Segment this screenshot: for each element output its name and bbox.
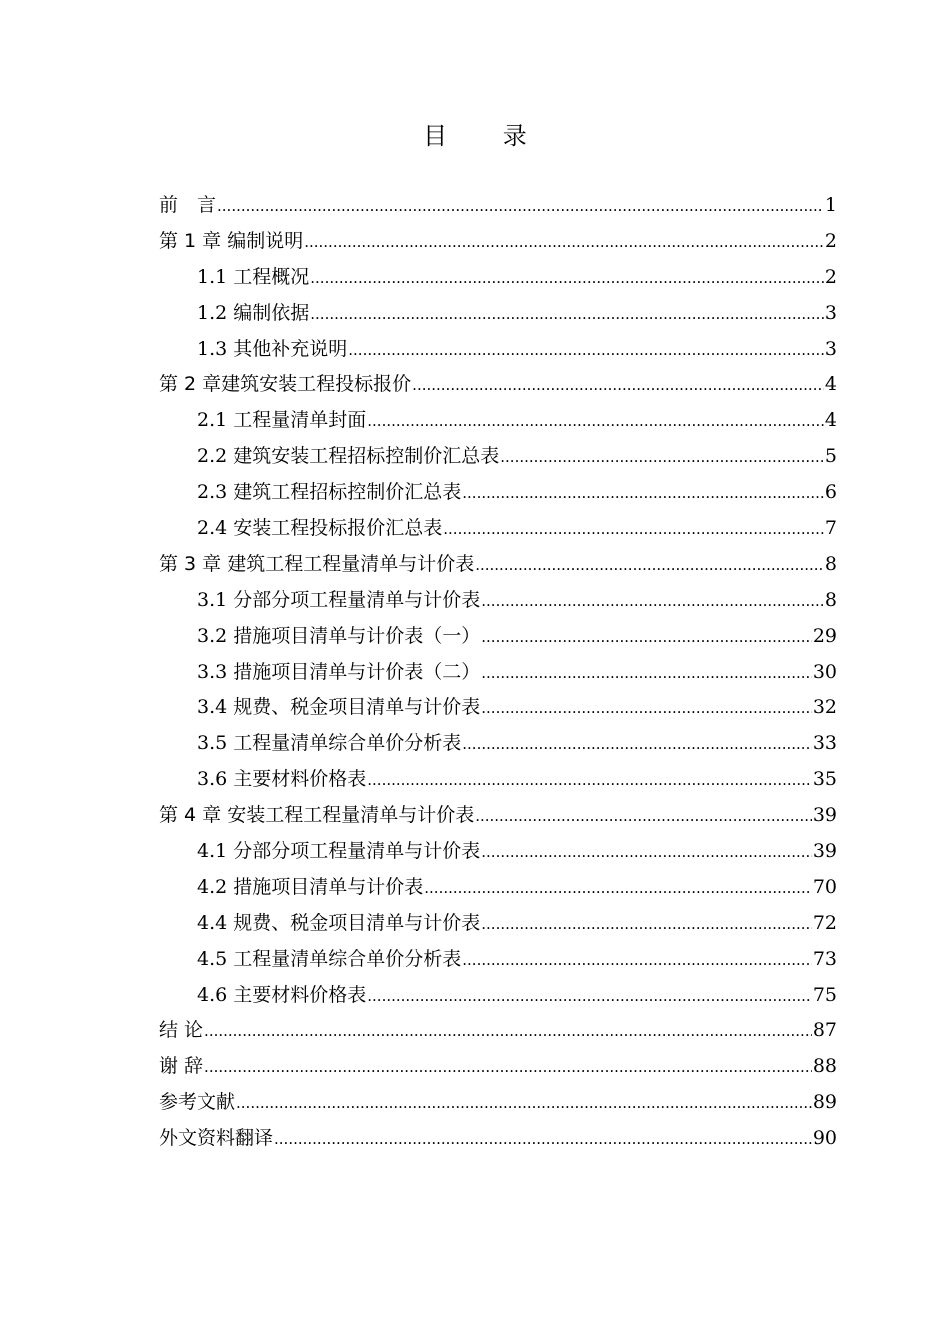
toc-entry[interactable] xyxy=(159,619,837,655)
toc-entry-label: 3.6 主要材料价格表 xyxy=(197,768,367,791)
toc-leader-dots xyxy=(462,475,824,511)
toc-entry[interactable] xyxy=(159,1013,837,1049)
toc-entry-page-number: 72 xyxy=(812,911,837,934)
toc-entry-page-number: 30 xyxy=(812,660,837,683)
toc-entry-page-number: 29 xyxy=(812,624,837,647)
toc-entry[interactable] xyxy=(159,726,837,762)
toc-entry-label: 2.2 建筑安装工程招标控制价汇总表 xyxy=(197,445,500,468)
toc-entry-page-number: 75 xyxy=(812,983,837,1006)
toc-entry-label: 第 3 章 建筑工程工程量清单与计价表 xyxy=(159,552,475,575)
toc-leader-dots xyxy=(348,332,824,368)
toc-entry[interactable] xyxy=(159,978,837,1014)
toc-leader-dots xyxy=(367,403,824,439)
toc-entry-label: 4.4 规费、税金项目清单与计价表 xyxy=(197,911,481,934)
toc-entry-page-number: 3 xyxy=(824,301,837,324)
toc-leader-dots xyxy=(204,1049,812,1085)
toc-entry-page-number: 39 xyxy=(812,840,837,863)
toc-entry-page-number: 89 xyxy=(812,1091,837,1114)
toc-entry[interactable] xyxy=(159,834,837,870)
toc-entry-page-number: 4 xyxy=(824,373,837,396)
toc-leader-dots xyxy=(204,1013,812,1049)
toc-leader-dots xyxy=(367,978,812,1014)
toc-entry-page-number: 5 xyxy=(824,445,837,468)
toc-entry-label: 4.1 分部分项工程量清单与计价表 xyxy=(197,840,481,863)
toc-entry-label: 2.3 建筑工程招标控制价汇总表 xyxy=(197,481,462,504)
toc-entry[interactable] xyxy=(159,870,837,906)
toc-entry-label: 4.5 工程量清单综合单价分析表 xyxy=(197,947,462,970)
toc-leader-dots xyxy=(481,655,812,691)
toc-entry-label: 4.2 措施项目清单与计价表 xyxy=(197,875,424,898)
toc-entry-page-number: 8 xyxy=(824,552,837,575)
toc-leader-dots xyxy=(475,547,824,583)
toc-entry-page-number: 6 xyxy=(824,481,837,504)
toc-leader-dots xyxy=(481,690,812,726)
toc-entry[interactable] xyxy=(159,1121,837,1157)
toc-entry-label: 3.3 措施项目清单与计价表（二） xyxy=(197,660,481,683)
toc-entry[interactable] xyxy=(159,942,837,978)
toc-leader-dots xyxy=(481,906,812,942)
toc-entry-page-number: 8 xyxy=(824,588,837,611)
toc-leader-dots xyxy=(475,798,812,834)
toc-entry-page-number: 32 xyxy=(812,696,837,719)
toc-entry[interactable] xyxy=(159,475,837,511)
toc-leader-dots xyxy=(481,834,812,870)
toc-leader-dots xyxy=(412,367,824,403)
toc-entry-label: 参考文献 xyxy=(159,1091,236,1114)
toc-entry-page-number: 4 xyxy=(824,409,837,432)
toc-title: 目 录 xyxy=(423,122,551,150)
toc-leader-dots xyxy=(500,439,824,475)
toc-entry[interactable] xyxy=(159,1049,837,1085)
toc-entry[interactable] xyxy=(159,655,837,691)
toc-entry-label: 3.1 分部分项工程量清单与计价表 xyxy=(197,588,481,611)
toc-entry-label: 1.1 工程概况 xyxy=(197,265,310,288)
toc-entry-label: 第 4 章 安装工程工程量清单与计价表 xyxy=(159,804,475,827)
toc-leader-dots xyxy=(217,188,824,224)
toc-entry[interactable] xyxy=(159,439,837,475)
toc-entry-label: 结 论 xyxy=(159,1019,204,1042)
toc-leader-dots xyxy=(443,511,824,547)
toc-entry[interactable] xyxy=(159,762,837,798)
toc-entry-label: 谢 辞 xyxy=(159,1055,204,1078)
toc-entry-page-number: 7 xyxy=(824,517,837,540)
toc-leader-dots xyxy=(310,260,824,296)
toc-entry-label: 第 1 章 编制说明 xyxy=(159,229,304,252)
toc-entry-label: 1.2 编制依据 xyxy=(197,301,310,324)
toc-entry-page-number: 88 xyxy=(812,1055,837,1078)
toc-entry-label: 2.4 安装工程投标报价汇总表 xyxy=(197,517,443,540)
toc-entry-label: 3.5 工程量清单综合单价分析表 xyxy=(197,732,462,755)
toc-entry[interactable] xyxy=(159,260,837,296)
toc-entry-page-number: 39 xyxy=(812,804,837,827)
toc-leader-dots xyxy=(462,942,812,978)
toc-entry-label: 外文资料翻译 xyxy=(159,1127,274,1150)
toc-entry-page-number: 33 xyxy=(812,732,837,755)
toc-entry-label: 第 2 章建筑安装工程投标报价 xyxy=(159,373,412,396)
toc-entry[interactable] xyxy=(159,296,837,332)
toc-entry-page-number: 2 xyxy=(824,265,837,288)
toc-entry-page-number: 2 xyxy=(824,229,837,252)
toc-entry-page-number: 70 xyxy=(812,875,837,898)
toc-leader-dots xyxy=(236,1085,812,1121)
toc-entry-label: 3.2 措施项目清单与计价表（一） xyxy=(197,624,481,647)
toc-entry-label: 2.1 工程量清单封面 xyxy=(197,409,367,432)
toc-entry-page-number: 90 xyxy=(812,1127,837,1150)
toc-entry[interactable] xyxy=(159,1085,837,1121)
toc-leader-dots xyxy=(481,583,824,619)
toc-leader-dots xyxy=(304,224,824,260)
toc-leader-dots xyxy=(367,762,812,798)
toc-leader-dots xyxy=(274,1121,812,1157)
toc-leader-dots xyxy=(310,296,824,332)
toc-list xyxy=(159,188,837,1157)
toc-leader-dots xyxy=(424,870,812,906)
toc-entry[interactable] xyxy=(159,224,837,260)
toc-entry-label: 前 言 xyxy=(159,194,217,216)
toc-leader-dots xyxy=(462,726,812,762)
toc-entry[interactable] xyxy=(159,547,837,583)
toc-entry-label: 3.4 规费、税金项目清单与计价表 xyxy=(197,696,481,719)
toc-entry[interactable] xyxy=(159,906,837,942)
toc-entry[interactable] xyxy=(159,798,837,834)
toc-entry[interactable] xyxy=(159,690,837,726)
toc-entry[interactable] xyxy=(159,403,837,439)
toc-entry-page-number: 73 xyxy=(812,947,837,970)
toc-entry-label: 4.6 主要材料价格表 xyxy=(197,983,367,1006)
toc-entry[interactable] xyxy=(159,188,837,224)
toc-entry-page-number: 3 xyxy=(824,337,837,360)
toc-entry-page-number: 87 xyxy=(812,1019,837,1042)
toc-entry[interactable] xyxy=(159,367,837,403)
toc-entry-page-number: 35 xyxy=(812,768,837,791)
toc-entry-label: 1.3 其他补充说明 xyxy=(197,337,348,360)
toc-entry[interactable] xyxy=(159,511,837,547)
toc-leader-dots xyxy=(481,619,812,655)
toc-entry[interactable] xyxy=(159,583,837,619)
toc-entry[interactable] xyxy=(159,332,837,368)
toc-entry-page-number: 1 xyxy=(824,194,837,216)
